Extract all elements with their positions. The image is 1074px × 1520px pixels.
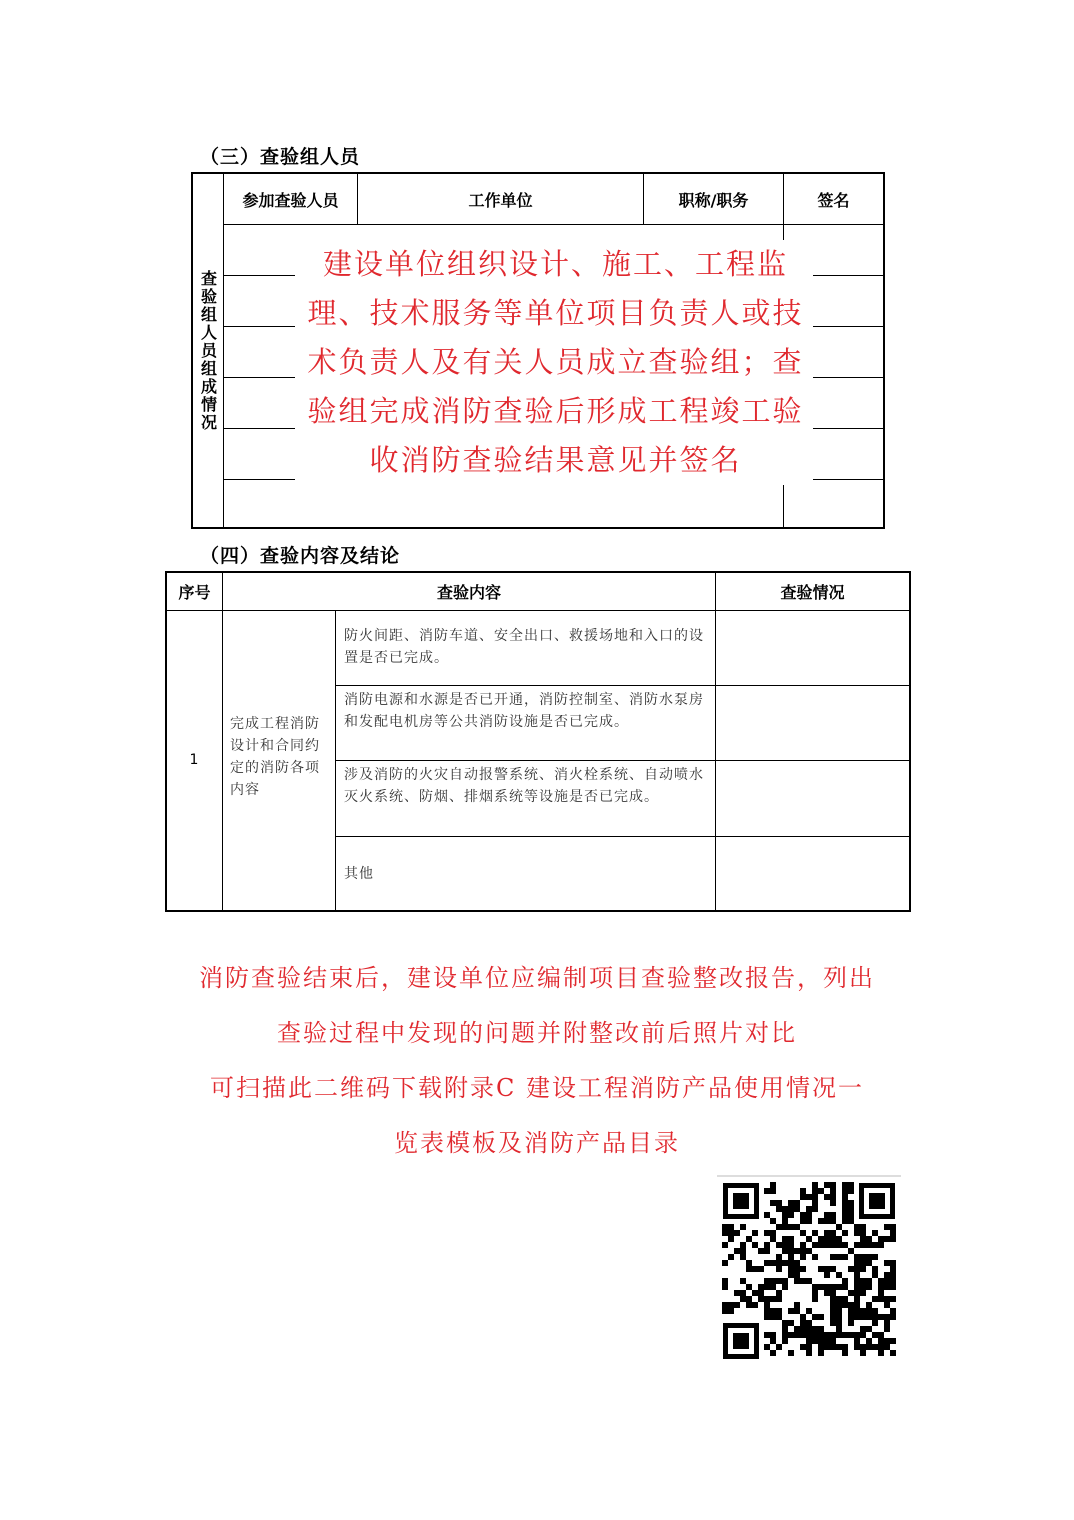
- footer-line-1: 消防查验结束后，建设单位应编制项目查验整改报告，列出: [199, 964, 875, 992]
- item-1: 防火间距、消防车道、安全出口、救援场地和入口的设置是否已完成。: [344, 628, 704, 666]
- section4-heading: （四）查验内容及结论: [200, 545, 401, 567]
- header-title-position: 职称/职务: [678, 190, 749, 210]
- footer-line-3: 可扫描此二维码下载附录C 建设工程消防产品使用情况一: [210, 1074, 864, 1102]
- item-3: 涉及消防的火灾自动报警系统、消火栓系统、自动喷水灭火系统、防烟、排烟系统等设施是否已完成。: [344, 767, 704, 805]
- header-content: 查验内容: [436, 583, 501, 602]
- red-annotation: 建设单位组织设计、施工、工程监理、技术服务等单位项目负责人或技术负责人及有关人员成立查验组；查验组完成消防查验后形成工程竣工验收消防查验结果意见并签名: [303, 240, 808, 485]
- item-2: 消防电源和水源是否已开通，消防控制室、消防水泵房和发配电机房等公共消防设施是否已完成。: [344, 692, 704, 730]
- header-status: 查验情况: [780, 583, 845, 602]
- header-no: 序号: [178, 583, 211, 602]
- inspection-team-table: [191, 172, 885, 529]
- row-category: 完成工程消防设计和合同约定的消防各项内容: [230, 716, 320, 798]
- side-label: 查验组人员组成情况: [198, 269, 218, 432]
- footer-line-2: 查验过程中发现的问题并附整改前后照片对比: [277, 1019, 797, 1047]
- qr-code-icon[interactable]: [717, 1175, 901, 1365]
- side-label-cell: [193, 174, 223, 527]
- section3-heading: （三）查验组人员: [200, 146, 361, 168]
- footer-line-4: 览表模板及消防产品目录: [394, 1129, 680, 1157]
- item-4: 其他: [344, 866, 374, 882]
- row-number: 1: [189, 752, 200, 768]
- header-signature: 签名: [817, 190, 850, 210]
- header-work-unit: 工作单位: [468, 190, 533, 210]
- header-participants: 参加查验人员: [242, 190, 339, 210]
- inspection-content-table: [165, 571, 911, 912]
